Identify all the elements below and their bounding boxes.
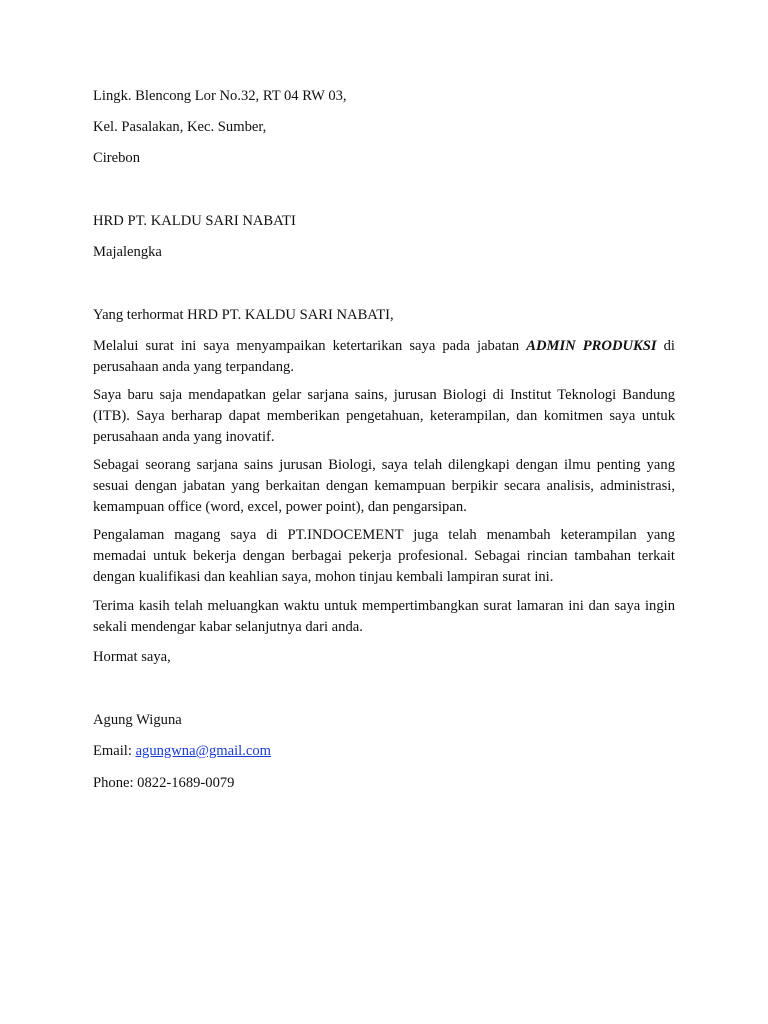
recipient-city: Majalengka [93, 244, 162, 260]
signature-name: Agung Wiguna [93, 712, 182, 728]
sender-address-line-3: Cirebon [93, 150, 141, 166]
paragraph-skills: Sebagai seorang sarjana sains jurusan Biologi, saya telah dilengkapi dengan ilmu penting yang sesuai dengan jabatan yang berkaitan dengan kemampuan berpikir secara analisis, administrasi, kemampuan office (word, excel, power point), dan pengarsipan. [93, 457, 675, 515]
position-title: ADMIN PRODUKSI [526, 338, 657, 354]
recipient-name: HRD PT. KALDU SARI NABATI [93, 213, 296, 229]
email-link[interactable]: agungwna@gmail.com [135, 743, 271, 759]
paragraph-experience: Pengalaman magang saya di PT.INDOCEMENT juga telah menambah keterampilan yang memadai untuk bekerja dengan berbagai pekerja profesional. Sebagai rincian tambahan terkait dengan kualifikasi dan keahlian saya, mohon tinjau kembali lampiran surat ini. [93, 527, 675, 585]
paragraph-thanks: Terima kasih telah meluangkan waktu untuk mempertimbangkan surat lamaran ini dan saya ingin sekali mendengar kabar selanjutnya dari anda. [93, 598, 675, 635]
paragraph-education: Saya baru saja mendapatkan gelar sarjana sains, jurusan Biologi di Institut Teknologi Bandung (ITB). Saya berharap dapat memberikan pengetahuan, keterampilan, dan komitmen saya untuk perusahaan anda yang inovatif. [93, 387, 675, 445]
email-label: Email: [93, 743, 136, 759]
sender-address-line-2: Kel. Pasalakan, Kec. Sumber, [93, 119, 267, 135]
paragraph-interest-text-after: di perusahaan anda yang terpandang. [93, 338, 675, 375]
closing: Hormat saya, [93, 649, 171, 665]
sender-address-line-1: Lingk. Blencong Lor No.32, RT 04 RW 03, [93, 88, 347, 104]
paragraph-interest [93, 336, 675, 378]
signature-email [93, 741, 271, 762]
signature-phone: Phone: 0822-1689-0079 [93, 775, 235, 791]
salutation: Yang terhormat HRD PT. KALDU SARI NABATI, [93, 307, 394, 323]
paragraph-interest-text-before: Melalui surat ini saya menyampaikan ketertarikan saya pada jabatan [93, 338, 527, 354]
